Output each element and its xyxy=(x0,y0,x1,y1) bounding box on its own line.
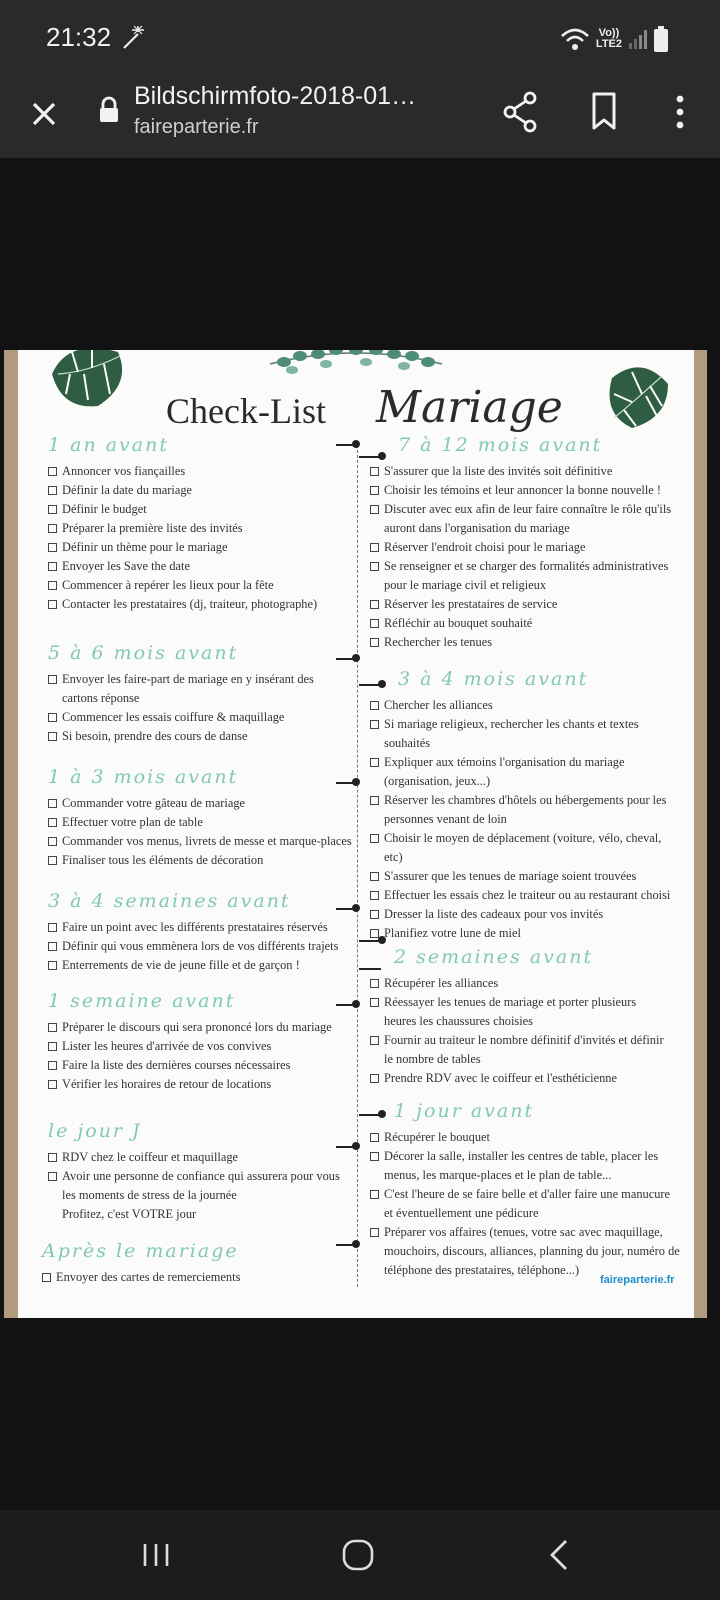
list-item: Rechercher les tenues xyxy=(370,633,671,652)
list-item: Commencer à repérer les lieux pour la fête xyxy=(48,576,317,595)
list-item-continuation: etc) xyxy=(384,850,403,864)
checkbox[interactable] xyxy=(370,796,379,805)
list-item: Contacter les prestataires (dj, traiteur, photographe) xyxy=(48,595,317,614)
section-1-jour-avant xyxy=(370,1100,680,1280)
timeline-dot xyxy=(352,1000,360,1008)
list-item: S'assurer que la liste des invités soit définitive xyxy=(370,462,671,481)
checkbox[interactable] xyxy=(370,486,379,495)
list-item: Prendre RDV avec le coiffeur et l'esthéticienne xyxy=(370,1069,664,1088)
checkbox[interactable] xyxy=(48,1061,57,1070)
timeline-dot xyxy=(352,1142,360,1150)
checkbox[interactable] xyxy=(370,1036,379,1045)
image-viewer[interactable] xyxy=(0,158,720,1510)
list-item: Effectuer votre plan de table xyxy=(48,813,352,832)
list-item: Faire un point avec les différents prestataires réservés xyxy=(48,918,338,937)
list-item: Récupérer les alliances xyxy=(370,974,664,993)
lock-icon[interactable] xyxy=(98,96,120,124)
list-item: Récupérer le bouquet xyxy=(370,1128,680,1147)
checkbox[interactable] xyxy=(48,675,57,684)
checkbox[interactable] xyxy=(48,1042,57,1051)
list-item: Si besoin, prendre des cours de danse xyxy=(48,727,314,746)
wifi-icon xyxy=(560,26,590,52)
more-vert-icon[interactable] xyxy=(664,90,696,134)
checkbox[interactable] xyxy=(370,701,379,710)
list-item: Fournir au traiteur le nombre définitif d'invités et définir xyxy=(370,1031,664,1050)
share-icon[interactable] xyxy=(500,90,540,134)
checkbox[interactable] xyxy=(370,562,379,571)
checkbox[interactable] xyxy=(370,720,379,729)
section-3-4-semaines-avant xyxy=(48,890,338,975)
list-item: Enterrements de vie de jeune fille et de garçon ! xyxy=(48,956,338,975)
list-item: Définir le budget xyxy=(48,500,317,519)
timeline-dot xyxy=(352,904,360,912)
checkbox[interactable] xyxy=(370,910,379,919)
recents-icon[interactable] xyxy=(141,1540,171,1570)
list-item: Expliquer aux témoins l'organisation du mariage xyxy=(370,753,670,772)
list-item: Faire la liste des dernières courses nécessaires xyxy=(48,1056,332,1075)
checkbox[interactable] xyxy=(42,1273,51,1282)
list-item: Envoyer des cartes de remerciements xyxy=(42,1268,240,1287)
list-item: Définir un thème pour le mariage xyxy=(48,538,317,557)
status-time: 21:32 xyxy=(46,22,112,52)
back-icon[interactable] xyxy=(546,1538,572,1572)
list-item: Dresser la liste des cadeaux pour vos invités xyxy=(370,905,670,924)
list-item: Réserver les chambres d'hôtels ou hébergements pour les xyxy=(370,791,670,810)
checkbox[interactable] xyxy=(48,1172,57,1181)
list-item-continuation: personnes venant de loin xyxy=(384,812,507,826)
list-item: Effectuer les essais chez le traiteur ou au restaurant choisi xyxy=(370,886,670,905)
list-item: Annoncer vos fiançailles xyxy=(48,462,317,481)
section-title: Après le mariage xyxy=(42,1240,239,1262)
checkbox[interactable] xyxy=(370,872,379,881)
checkbox[interactable] xyxy=(370,891,379,900)
section-1-3-mois-avant xyxy=(48,766,352,870)
checkbox[interactable] xyxy=(370,505,379,514)
checklist-image[interactable] xyxy=(4,350,707,1318)
list-item-continuation: les moments de stress de la journée xyxy=(62,1188,237,1202)
list-item-continuation: heures les chaussures choisies xyxy=(384,1014,533,1028)
list-item-continuation: mouchoirs, discours, alliances, planning du jour, numéro de xyxy=(384,1244,680,1258)
list-item: Choisir les témoins et leur annoncer la bonne nouvelle ! xyxy=(370,481,671,500)
list-item-continuation: pour le mariage civil et religieux xyxy=(384,578,547,592)
list-item-continuation: souhaités xyxy=(384,736,431,750)
checkbox[interactable] xyxy=(48,818,57,827)
checkbox[interactable] xyxy=(370,638,379,647)
list-item: Préparer vos affaires (tenues, votre sac avec maquillage, xyxy=(370,1223,680,1242)
monstera-leaf-left-icon xyxy=(48,350,128,410)
checkbox[interactable] xyxy=(48,732,57,741)
timeline-dot xyxy=(352,440,360,448)
list-item: Se renseigner et se charger des formalités administratives xyxy=(370,557,671,576)
checkbox[interactable] xyxy=(370,1074,379,1083)
checkbox[interactable] xyxy=(370,758,379,767)
list-item-continuation: menus, les marque-places et le plan de table... xyxy=(384,1168,612,1182)
list-item-continuation: cartons réponse xyxy=(62,691,140,705)
checkbox[interactable] xyxy=(370,543,379,552)
section-3-4-mois-avant xyxy=(370,668,670,943)
checkbox[interactable] xyxy=(48,505,57,514)
checkbox[interactable] xyxy=(48,467,57,476)
checkbox[interactable] xyxy=(370,619,379,628)
doc-title-mariage: Mariage xyxy=(376,382,563,433)
list-item: Avoir une personne de confiance qui assurera pour vous xyxy=(48,1167,340,1186)
list-item: Préparer le discours qui sera prononcé lors du mariage xyxy=(48,1018,332,1037)
eucalyptus-garland-icon xyxy=(266,350,446,384)
checkbox[interactable] xyxy=(370,467,379,476)
section-title: 3 à 4 mois avant xyxy=(398,668,589,690)
list-item: Envoyer les Save the date xyxy=(48,557,317,576)
checkbox[interactable] xyxy=(48,562,57,571)
list-item-continuation: Profitez, c'est VOTRE jour xyxy=(62,1207,197,1221)
monstera-leaf-right-icon xyxy=(602,358,672,430)
list-item: Planifiez votre lune de miel xyxy=(370,924,670,943)
checkbox[interactable] xyxy=(370,1190,379,1199)
checkbox[interactable] xyxy=(48,543,57,552)
status-bar xyxy=(0,0,720,80)
section-title: 1 jour avant xyxy=(394,1100,535,1122)
checkbox[interactable] xyxy=(48,1153,57,1162)
list-item: Réfléchir au bouquet souhaité xyxy=(370,614,671,633)
section-title: 3 à 4 semaines avant xyxy=(48,890,291,912)
checkbox[interactable] xyxy=(48,837,57,846)
list-item-continuation: auront dans l'organisation du mariage xyxy=(384,521,570,535)
list-item: Si mariage religieux, rechercher les chants et textes xyxy=(370,715,670,734)
checkbox[interactable] xyxy=(48,581,57,590)
checkbox[interactable] xyxy=(370,929,379,938)
section-1-semaine-avant xyxy=(48,990,332,1094)
list-item: Lister les heures d'arrivée de vos convives xyxy=(48,1037,332,1056)
list-item: Finaliser tous les éléments de décoration xyxy=(48,851,352,870)
checkbox[interactable] xyxy=(370,998,379,1007)
page-domain[interactable]: faireparterie.fr xyxy=(134,116,259,138)
section-title: 2 semaines avant xyxy=(394,946,594,968)
checkbox[interactable] xyxy=(370,1133,379,1142)
section-le-jour-j xyxy=(48,1120,340,1224)
section-title: 1 à 3 mois avant xyxy=(48,766,239,788)
home-icon[interactable] xyxy=(341,1538,375,1572)
list-item: Vérifier les horaires de retour de locations xyxy=(48,1075,332,1094)
checkbox[interactable] xyxy=(48,524,57,533)
list-item-continuation: et éventuellement une pédicure xyxy=(384,1206,539,1220)
doc-title-checklist: Check-List xyxy=(166,391,326,431)
list-item: Réserver les prestataires de service xyxy=(370,595,671,614)
battery-icon xyxy=(654,26,668,52)
list-item: Choisir le moyen de déplacement (voiture, vélo, cheval, xyxy=(370,829,670,848)
list-item: Décorer la salle, installer les centres de table, placer les xyxy=(370,1147,680,1166)
signal-icon xyxy=(628,28,648,50)
checkbox[interactable] xyxy=(370,600,379,609)
checkbox[interactable] xyxy=(48,1023,57,1032)
brand-watermark: faireparterie.fr xyxy=(600,1274,675,1286)
checkbox[interactable] xyxy=(370,834,379,843)
list-item: RDV chez le coiffeur et maquillage xyxy=(48,1148,340,1167)
section-title: 1 an avant xyxy=(48,434,169,456)
section-7-12-mois-avant xyxy=(370,434,671,652)
section-5-6-mois-avant xyxy=(48,642,314,746)
list-item: Réessayer les tenues de mariage et porter plusieurs xyxy=(370,993,664,1012)
section-2-semaines-avant xyxy=(370,946,664,1088)
status-indicators xyxy=(560,24,668,54)
bookmark-icon[interactable] xyxy=(584,90,624,134)
list-item-continuation: téléphone des prestataires, téléphone...) xyxy=(384,1263,580,1277)
list-item-continuation: le nombre de tables xyxy=(384,1052,481,1066)
page-title[interactable]: Bildschirmfoto-2018-01… xyxy=(134,82,417,110)
checklist-paper xyxy=(18,350,694,1318)
list-item: Définir la date du mariage xyxy=(48,481,317,500)
list-item: Commencer les essais coiffure & maquillage xyxy=(48,708,314,727)
list-item: Préparer la première liste des invités xyxy=(48,519,317,538)
checkbox[interactable] xyxy=(48,799,57,808)
timeline-dot xyxy=(352,778,360,786)
checkbox[interactable] xyxy=(48,942,57,951)
section-apres-le-mariage xyxy=(42,1240,240,1287)
timeline-dot xyxy=(352,654,360,662)
checkbox[interactable] xyxy=(48,600,57,609)
network-labels xyxy=(596,28,622,50)
close-icon[interactable] xyxy=(24,94,64,134)
list-item: Discuter avec eux afin de leur faire connaître le rôle qu'ils xyxy=(370,500,671,519)
section-1-an-avant xyxy=(48,434,317,614)
checkbox[interactable] xyxy=(48,856,57,865)
list-item: S'assurer que les tenues de mariage soient trouvées xyxy=(370,867,670,886)
timeline-line xyxy=(357,445,358,1287)
list-item: Chercher les alliances xyxy=(370,696,670,715)
section-title: 7 à 12 mois avant xyxy=(398,434,603,456)
navigation-bar xyxy=(0,1510,720,1600)
list-item: Commander vos menus, livrets de messe et marque-places xyxy=(48,832,352,851)
checkbox[interactable] xyxy=(48,486,57,495)
checkbox[interactable] xyxy=(370,979,379,988)
list-item: Définir qui vous emmènera lors de vos différents trajets xyxy=(48,937,338,956)
volte-label: Vo)) xyxy=(598,27,620,39)
list-item: Réserver l'endroit choisi pour le mariage xyxy=(370,538,671,557)
browser-toolbar xyxy=(0,80,720,158)
timeline-dot xyxy=(352,1240,360,1248)
section-title: 5 à 6 mois avant xyxy=(48,642,239,664)
sparkle-icon xyxy=(118,22,148,52)
list-item: Envoyer les faire-part de mariage en y insérant des xyxy=(48,670,314,689)
checkbox[interactable] xyxy=(48,961,57,970)
section-title: le jour J xyxy=(48,1120,142,1142)
list-item: Commander votre gâteau de mariage xyxy=(48,794,352,813)
lte-label: LTE2 xyxy=(595,38,622,50)
checkbox[interactable] xyxy=(370,1152,379,1161)
list-item: C'est l'heure de se faire belle et d'aller faire une manucure xyxy=(370,1185,680,1204)
checkbox[interactable] xyxy=(48,713,57,722)
list-item-continuation: (organisation, jeux...) xyxy=(384,774,491,788)
checkbox[interactable] xyxy=(370,1228,379,1237)
checkbox[interactable] xyxy=(48,1080,57,1089)
section-title: 1 semaine avant xyxy=(48,990,236,1012)
checkbox[interactable] xyxy=(48,923,57,932)
